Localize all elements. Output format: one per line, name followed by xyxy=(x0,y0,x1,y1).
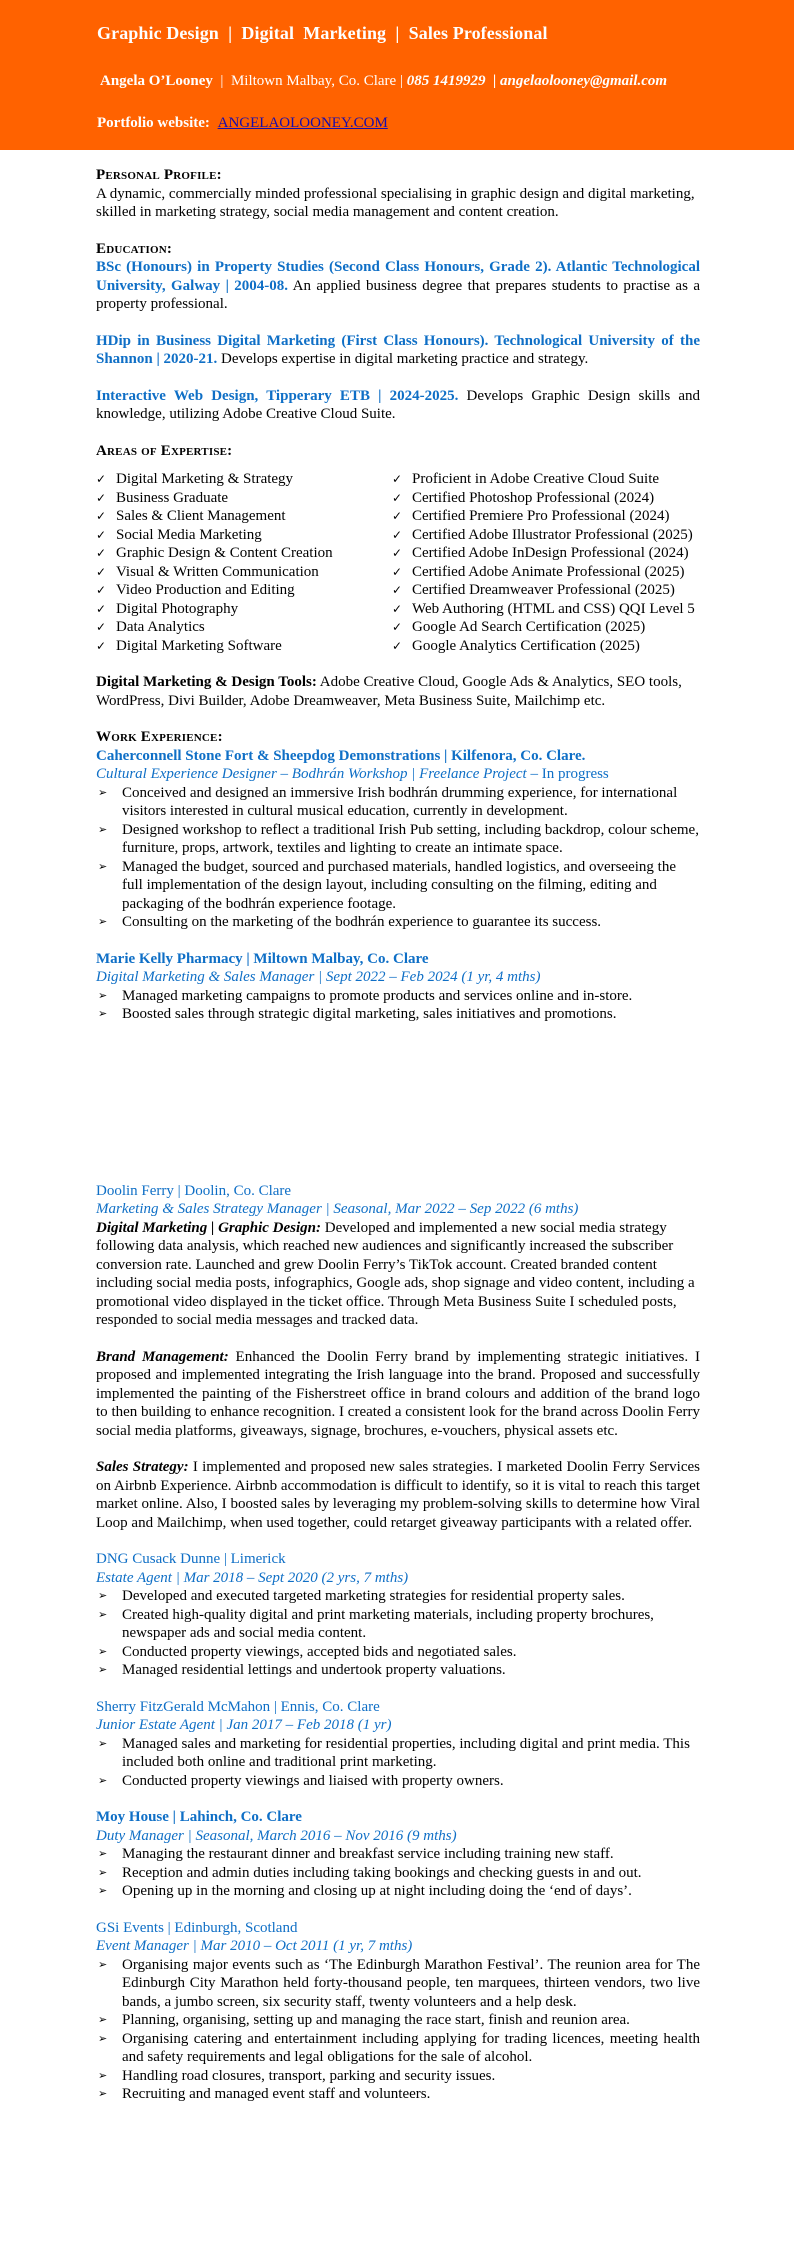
bullet-item: ➢ Opening up in the morning and closing up at night including doing the ‘end of days’. xyxy=(98,1883,632,1899)
arrow-bullet-icon: ➢ xyxy=(98,786,108,799)
list-item: ✓ Graphic Design & Content Creation xyxy=(96,545,333,561)
list-item: ✓ Digital Photography xyxy=(96,600,239,617)
profile-text: A dynamic, commercially minded professional specialising in graphic design and digital marketing, skilled in marketing strategy, social media management and content creation. xyxy=(96,185,695,220)
arrow-bullet-icon: ➢ xyxy=(98,1958,108,1971)
check-icon: ✓ xyxy=(96,490,107,505)
job-bullets xyxy=(96,1587,700,1680)
check-icon: ✓ xyxy=(392,620,403,634)
job-bullets xyxy=(96,987,700,1024)
job-role: Digital Marketing & Sales Manager | Sept 2022 – Feb 2024 (1 yr, 4 mths) xyxy=(96,969,541,985)
arrow-bullet-icon: ➢ xyxy=(98,823,108,836)
job-role: Event Manager | Mar 2010 – Oct 2011 (1 yr, 7 mths) xyxy=(96,1938,413,1954)
bullet-item: ➢ Recruiting and managed event staff and volunteers. xyxy=(98,2086,431,2102)
location: Miltown Malbay, Co. Clare xyxy=(230,73,397,89)
list-item: ✓ Visual & Written Communication xyxy=(96,563,319,580)
job-company: Caherconnell Stone Fort & Sheepdog Demonstrations | Kilfenora, Co. Clare. xyxy=(96,747,586,764)
arrow-bullet-icon: ➢ xyxy=(98,2032,108,2045)
education-heading: Education: xyxy=(96,240,173,257)
email-address[interactable]: angelaolooney@gmail.com xyxy=(500,73,668,89)
check-icon: ✓ xyxy=(392,546,403,560)
check-icon: ✓ xyxy=(392,638,403,653)
list-item: ✓ Certified Photoshop Professional (2024) xyxy=(392,489,655,506)
list-item: ✓ Video Production and Editing xyxy=(96,582,295,598)
job-bullets xyxy=(96,784,700,932)
check-icon: ✓ xyxy=(96,527,107,542)
job-company: Moy House | Lahinch, Co. Clare xyxy=(96,1809,302,1825)
list-item: ✓ Google Ad Search Certification (2025) xyxy=(392,619,646,635)
check-icon: ✓ xyxy=(96,472,107,486)
separator: | xyxy=(212,73,231,89)
list-item: ✓ Sales & Client Management xyxy=(96,508,286,524)
arrow-bullet-icon: ➢ xyxy=(98,1774,108,1787)
job-paragraph: Digital Marketing | Graphic Design: Developed and implemented a new social media strategy following data analysis, which reached new audiences and significantly increased the subscriber conversion rate. Launched and grew Doolin Ferry’s TikTok account. Created branded content including social media posts, infographics, Google ads, shop signage and video content, including a promotional video displayed in the ticket office. Through Meta Business Suite I scheduled posts, responded to social media messages and tracked data. xyxy=(96,1219,695,1328)
job-entry xyxy=(96,1919,700,2104)
job-paragraph: Sales Strategy: I implemented and proposed new sales strategies. I marketed Doolin Ferry Services on Airbnb Experience. Airbnb accommodation is difficult to identify, so it is vital to reach this target market online. Also, I boosted sales by leveraging my problem-solving skills to determine how Viral Loop and Mailchimp, when used together, could retarget giveaway participants with a related offer. xyxy=(96,1459,700,1531)
check-icon: ✓ xyxy=(392,527,403,542)
job-entry xyxy=(96,950,700,1024)
list-item: ✓ Business Graduate xyxy=(96,489,229,506)
bullet-item: ➢ Managed marketing campaigns to promote products and services online and in-store. xyxy=(98,987,633,1004)
separator: | xyxy=(485,73,501,89)
job-bullets xyxy=(96,1956,700,2104)
tools-label: Digital Marketing & Design Tools: xyxy=(96,674,317,690)
expertise-grid xyxy=(96,470,700,655)
arrow-bullet-icon: ➢ xyxy=(98,2014,108,2026)
job-role: Marketing & Sales Strategy Manager | Seasonal, Mar 2022 – Sep 2022 (6 mths) xyxy=(96,1201,579,1217)
education-item xyxy=(96,387,700,424)
arrow-bullet-icon: ➢ xyxy=(98,2088,108,2100)
list-item: ✓ Proficient in Adobe Creative Cloud Suite xyxy=(392,471,660,487)
bullet-item: ➢ Organising major events such as ‘The Edinburgh Marathon Festival’. The reunion area for The Edinburgh City Marathon held forty-thousand people, ten marquees, thirteen vendors, two live bands, a jumbo screen, six security staff, twenty volunteers and a help desk. xyxy=(98,1956,700,2010)
arrow-bullet-icon: ➢ xyxy=(98,1737,108,1750)
expertise-heading: Areas of Expertise: xyxy=(96,442,233,459)
arrow-bullet-icon: ➢ xyxy=(98,1608,108,1621)
arrow-bullet-icon: ➢ xyxy=(98,1008,108,1020)
job-role: Junior Estate Agent | Jan 2017 – Feb 2018 (1 yr) xyxy=(96,1717,392,1733)
check-icon: ✓ xyxy=(96,546,107,560)
job-company: Doolin Ferry | Doolin, Co. Clare xyxy=(96,1182,292,1199)
arrow-bullet-icon: ➢ xyxy=(98,1866,108,1879)
profile-heading: Personal Profile: xyxy=(96,167,222,183)
phone-number[interactable]: 085 1419929 xyxy=(406,73,486,89)
check-icon: ✓ xyxy=(96,509,107,523)
bullet-item: ➢ Managing the restaurant dinner and breakfast service including training new staff. xyxy=(98,1846,614,1862)
list-item: ✓ Certified Adobe InDesign Professional (2024) xyxy=(392,545,689,561)
job-company: Marie Kelly Pharmacy | Miltown Malbay, Co. Clare xyxy=(96,950,429,967)
check-icon: ✓ xyxy=(96,583,107,597)
degree-title: Interactive Web Design, Tipperary ETB | 2024-2025. xyxy=(96,387,459,404)
job-entry xyxy=(96,1698,700,1791)
list-item: ✓ Digital Marketing & Strategy xyxy=(96,471,294,487)
job-entry xyxy=(96,1550,700,1680)
portfolio-label: Portfolio website: xyxy=(97,115,210,131)
arrow-bullet-icon: ➢ xyxy=(98,1848,108,1860)
check-icon: ✓ xyxy=(392,601,403,616)
list-item: ✓ Social Media Marketing xyxy=(96,526,262,543)
check-icon: ✓ xyxy=(96,564,107,579)
bullet-item: ➢ Planning, organising, setting up and managing the race start, finish and reunion area. xyxy=(98,2012,630,2028)
bullet-item: ➢ Boosted sales through strategic digital marketing, sales initiatives and promotions. xyxy=(98,1006,617,1022)
separator: | xyxy=(396,73,407,89)
portfolio-link[interactable]: ANGELAOLOONEY.COM xyxy=(217,115,388,131)
resume-body xyxy=(96,166,700,2104)
tools-text: Adobe Creative Cloud, Google Ads & Analytics, SEO tools, WordPress, Divi Builder, Adobe Dreamweaver, Meta Business Suite, Mailchimp etc. xyxy=(96,674,682,709)
degree-description: Develops expertise in digital marketing practice and strategy. xyxy=(217,351,589,367)
bullet-item: ➢ Conceived and designed an immersive Irish bodhrán drumming experience, for international visitors interested in cultural musical education, currently in development. xyxy=(98,784,678,819)
arrow-bullet-icon: ➢ xyxy=(98,860,108,873)
bullet-item: ➢ Managed the budget, sourced and purchased materials, handled logistics, and overseeing the full implementation of the design layout, including consulting on the filming, editing and packaging of the bodhrán experience footage. xyxy=(98,858,676,912)
page-break-gap xyxy=(96,1024,700,1182)
arrow-bullet-icon: ➢ xyxy=(98,916,108,928)
list-item: ✓ Digital Marketing Software xyxy=(96,637,282,654)
candidate-name: Angela O’Looney xyxy=(100,73,213,89)
job-entry xyxy=(96,1182,700,1533)
list-item: ✓ Certified Adobe Animate Professional (2025) xyxy=(392,563,685,580)
bullet-item: ➢ Conducted property viewings, accepted bids and negotiated sales. xyxy=(98,1643,517,1660)
check-icon: ✓ xyxy=(392,509,403,523)
bullet-item: ➢ Consulting on the marketing of the bodhrán experience to guarantee its success. xyxy=(98,914,602,930)
bullet-item: ➢ Organising catering and entertainment including applying for trading licences, meeting health and safety requirements and legal obligations for the sale of alcohol. xyxy=(98,2030,700,2065)
check-icon: ✓ xyxy=(96,620,107,634)
degree-title: BSc (Honours) in Property Studies (Second Class Honours, Grade 2). Atlantic Technological University, Galway | 2004-08. xyxy=(96,259,700,294)
work-heading: Work Experience: xyxy=(96,729,223,745)
bullet-item: ➢ Developed and executed targeted marketing strategies for residential property sales. xyxy=(98,1588,625,1604)
job-bullets xyxy=(96,1735,700,1791)
job-company: Sherry FitzGerald McMahon | Ennis, Co. Clare xyxy=(96,1698,380,1715)
job-entry xyxy=(96,747,700,932)
job-company: DNG Cusack Dunne | Limerick xyxy=(96,1551,286,1567)
header-banner xyxy=(0,0,794,150)
job-role: Cultural Experience Designer – Bodhrán Workshop | Freelance Project – In progress xyxy=(96,766,609,782)
arrow-bullet-icon: ➢ xyxy=(98,1664,108,1676)
headline-title: Graphic Design | Digital Marketing | Sales Professional xyxy=(97,23,548,43)
bullet-item: ➢ Managed sales and marketing for residential properties, including digital and print media. This included both online and traditional print marketing. xyxy=(98,1735,690,1770)
education-item xyxy=(96,332,700,369)
bullet-item: ➢ Designed workshop to reflect a traditional Irish Pub setting, including backdrop, colour scheme, furniture, props, artwork, textiles and lighting to create an intimate space. xyxy=(98,821,699,856)
arrow-bullet-icon: ➢ xyxy=(98,989,108,1002)
job-role: Duty Manager | Seasonal, March 2016 – Nov 2016 (9 mths) xyxy=(96,1827,457,1844)
list-item: ✓ Google Analytics Certification (2025) xyxy=(392,637,640,654)
list-item: ✓ Certified Premiere Pro Professional (2024) xyxy=(392,508,670,524)
check-icon: ✓ xyxy=(96,638,107,653)
tools-paragraph xyxy=(96,673,700,710)
job-company: GSi Events | Edinburgh, Scotland xyxy=(96,1919,298,1936)
arrow-bullet-icon: ➢ xyxy=(98,1645,108,1658)
list-item: ✓ Data Analytics xyxy=(96,619,205,635)
arrow-bullet-icon: ➢ xyxy=(98,1590,108,1602)
list-item: ✓ Web Authoring (HTML and CSS) QQI Level 5 xyxy=(392,600,695,617)
degree-title: HDip in Business Digital Marketing (First Class Honours). Technological University of the Shannon | 2020-21. xyxy=(96,332,700,367)
bullet-item: ➢ Handling road closures, transport, parking and security issues. xyxy=(98,2067,496,2084)
job-role: Estate Agent | Mar 2018 – Sept 2020 (2 yrs, 7 mths) xyxy=(96,1569,409,1586)
bullet-item: ➢ Created high-quality digital and print marketing materials, including property brochures, newspaper ads and social media content. xyxy=(98,1606,654,1641)
job-paragraph: Brand Management: Enhanced the Doolin Ferry brand by implementing strategic initiatives. I proposed and implemented integrating the Irish language into the brand. Proposed and successfully implemented the painting of the Fisherstreet office in brand colours and addition of the brand logo to then building to enhance recognition. I created a consistent look for the brand across Doolin Ferry social media platforms, giveaways, signage, brochures, e-vouchers, physical assets etc. xyxy=(96,1348,700,1439)
education-item xyxy=(96,258,700,314)
check-icon: ✓ xyxy=(392,472,403,486)
bullet-item: ➢ Conducted property viewings and liaised with property owners. xyxy=(98,1772,504,1789)
list-item: ✓ Certified Dreamweaver Professional (2025) xyxy=(392,582,675,598)
bullet-item: ➢ Managed residential lettings and undertook property valuations. xyxy=(98,1662,506,1678)
degree-description: An applied business degree that prepares students to practise as a property professional. xyxy=(96,277,700,312)
arrow-bullet-icon: ➢ xyxy=(98,2069,108,2082)
portfolio-line xyxy=(97,114,388,133)
contact-line xyxy=(100,72,667,91)
check-icon: ✓ xyxy=(392,490,403,505)
check-icon: ✓ xyxy=(392,583,403,597)
check-icon: ✓ xyxy=(392,564,403,579)
bullet-item: ➢ Reception and admin duties including taking bookings and checking guests in and out. xyxy=(98,1864,642,1881)
check-icon: ✓ xyxy=(96,601,107,616)
arrow-bullet-icon: ➢ xyxy=(98,1885,108,1897)
list-item: ✓ Certified Adobe Illustrator Professional (2025) xyxy=(392,526,693,543)
job-bullets xyxy=(96,1845,700,1901)
degree-description: Develops Graphic Design skills and knowledge, utilizing Adobe Creative Cloud Suite. xyxy=(96,387,700,422)
expertise-list-right xyxy=(392,470,695,655)
expertise-list-left xyxy=(96,470,392,655)
job-entry xyxy=(96,1808,700,1901)
